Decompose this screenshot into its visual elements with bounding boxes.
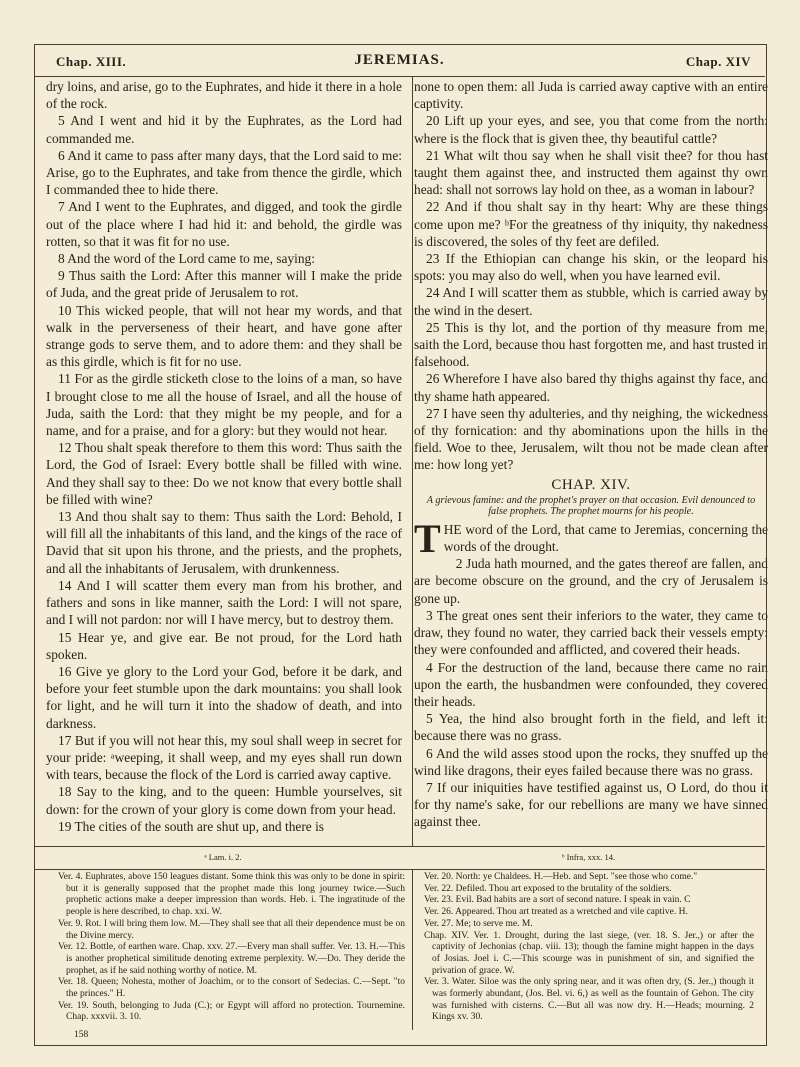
- commentary-note: Ver. 9. Rot. I will bring them low. M.—They shall see that all their dependence must be on the Divine mercy.: [58, 918, 405, 941]
- chapter-heading: CHAP. XIV.: [551, 476, 631, 493]
- verse: 10 This wicked people, that will not hear my words, and that walk in the perverseness of their heart, and have gone after strange gods to serve them, and to adore them: and they shall be as this girdle, which is fit for no use.: [46, 302, 402, 370]
- verse: 12 Thou shalt speak therefore to them this word: Thus saith the Lord, the God of Israel: Every bottle shall be filled with wine. And they shall say to thee: Do we not know that every bottle shall be filled with wine?: [46, 440, 402, 507]
- verse: 17 But if you will not hear this, my soul shall weep in secret for your pride: ᵃweeping, it shall weep, and my eyes shall run down with tears, because the flock of the Lord is carried away captive.: [46, 732, 402, 783]
- header-chapter-right: Chap. XIV: [685, 54, 751, 69]
- commentary-left: [58, 872, 405, 1024]
- verse: 16 Give ye glory to the Lord your God, before it be dark, and before your feet stumble upon the dark mountains: you shall look for light, and he will turn it into the shadow of death, and into darkness.: [46, 663, 402, 731]
- verse: 27 I have seen thy adulteries, and thy neighing, the wickedness of thy fornication: and thy abominations upon the hills in the field. Woe to thee, Jerusalem, wilt thou not be made clean after me: how long yet?: [414, 405, 768, 473]
- commentary-note: Ver. 20. North: ye Chaldees. H.—Heb. and Sept. "see those who come.": [424, 872, 698, 882]
- header-chapter-left: Chap. XIII.: [56, 54, 127, 69]
- drop-cap: T: [414, 515, 441, 561]
- commentary-note: Ver. 12. Bottle, of earthen ware. Chap. xxv. 27.—Every man shall suffer. Ver. 13. H.—This is another prophetical similitude denoting extreme perplexity. W.—Do. They deride the prophet, as if he said nothing worthy of notice. M.: [58, 942, 405, 976]
- verse: 6 And it came to pass after many days, that the Lord said to me: Arise, go to the Euphrates, and take from thence the girdle, which I commanded thee to hide there.: [46, 147, 402, 198]
- footnote-rule-right: [412, 846, 765, 847]
- notes-column-divider: [412, 870, 413, 1030]
- verse: 11 For as the girdle sticketh close to the loins of a man, so have I brought close to me all the house of Israel, and all the house of Juda, saith the Lord: that they might be my people, and for a name, and for a praise, and for a glory: but they would not hear.: [46, 371, 402, 439]
- verse: 19 The cities of the south are shut up, and there is: [58, 818, 325, 834]
- column-divider: [412, 76, 413, 846]
- verse: dry loins, and arise, go to the Euphrates, and hide it there in a hole of the rock.: [46, 79, 402, 112]
- right-column: [414, 78, 768, 831]
- chapter-summary: A grievous famine: and the prophet's prayer on that occasion. Evil denounced to false prophets. The prophet mourns for his people.: [426, 494, 756, 518]
- verse: none to open them: all Juda is carried away captive with an entire captivity.: [414, 79, 768, 112]
- cross-reference-left: ᵃ Lam. i. 2.: [204, 852, 242, 862]
- verse: 15 Hear ye, and give ear. Be not proud, for the Lord hath spoken.: [46, 629, 402, 662]
- cross-reference-right: ᵇ Infra, xxx. 14.: [561, 852, 616, 862]
- verse: 3 The great ones sent their inferiors to the water, they came to draw, they found no water, they carried back their vessels empty: they were confounded and afflicted, and covered their heads.: [414, 607, 768, 658]
- header-book-title: JEREMIAS.: [354, 52, 445, 68]
- page-number: 158: [74, 1030, 89, 1040]
- commentary-note: Ver. 22. Defiled. Thou art exposed to the brutality of the soldiers.: [424, 883, 672, 894]
- left-column: [46, 78, 402, 835]
- commentary-note: Ver. 27. Me; to serve me. M.: [424, 918, 533, 929]
- verse: 26 Wherefore I have also bared thy thighs against thy face, and thy shame hath appeared.: [414, 371, 768, 404]
- commentary-note: Ver. 23. Evil. Bad habits are a sort of second nature. I speak in vain. C: [424, 895, 691, 906]
- verse: 14 And I will scatter them every man from his brother, and fathers and sons in like manner, saith the Lord: I will not spare, and I will not pardon: nor will I have mercy, but to destroy them.: [46, 577, 402, 628]
- commentary-note: Ver. 18. Queen; Nohesta, mother of Joachim, or to the consort of Sedecias. C.—Sept. "to the princes." H.: [58, 977, 405, 1000]
- verse: 4 For the destruction of the land, because there came no rain upon the earth, the husbandmen were confounded, they covered their heads.: [414, 659, 768, 709]
- commentary-note: Ver. 26. Appeared. Thou art treated as a wretched and vile captive. H.: [424, 907, 688, 918]
- verse: 21 What wilt thou say when he shall visit thee? for thou hast taught them against thee, and instructed them against thy own head: shall not sorrows lay hold on thee, as a woman in labour?: [414, 147, 768, 198]
- verse: 7 If our iniquities have testified against us, O Lord, do thou it for thy name's sake, for our rebellions are many we have sinned against thee.: [414, 779, 768, 830]
- footnote-rule-left: [34, 846, 412, 847]
- verse: 13 And thou shalt say to them: Thus saith the Lord: Behold, I will fill all the inhabitants of this land, and the kings of the race of David that sit upon his throne, and the priests, and the prophets, and all the inhabitants of Jerusalem, with drunkenness.: [46, 509, 402, 576]
- first-verse-text: HE word of the Lord, that came to Jeremias, concerning the words of the drought.: [443, 521, 768, 555]
- verse: 9 Thus saith the Lord: After this manner will I make the pride of Juda, and the great pride of Jerusalem to rot.: [46, 268, 402, 301]
- commentary-right: [424, 872, 754, 1024]
- commentary-note: Ver. 3. Water. Siloe was the only spring near, and it was often dry, (S. Jer.,) though it was formerly abundant, (Jos. Bel. vi. 6,) as well as the fountain of Gehon. The city was furnished with cisterns. C.—But all was now dry. H.—Heads; mourning. 2 Kings xv. 30.: [424, 977, 754, 1023]
- verse: 24 And I will scatter them as stubble, which is carried away by the wind in the desert.: [414, 285, 768, 318]
- verse: 6 And the wild asses stood upon the rocks, they snuffed up the wind like dragons, their eyes failed because there was no grass.: [414, 745, 768, 778]
- verse: 23 If the Ethiopian can change his skin, or the leopard his spots: you may also do well, when you have learned evil.: [414, 251, 768, 284]
- commentary-note: Ver. 4. Euphrates, above 150 leagues distant. Some think this was only to be done in spirit: but it is generally supposed that the prophet made this long journey twice.—Such prophetic actions make a deeper impression than words. Heb. i. The ingratitude of the people is here described, to chap. xxi. W.: [58, 872, 405, 918]
- verse: 8 And the word of the Lord came to me, saying:: [58, 251, 315, 267]
- commentary-note: Ver. 19. South, belonging to Juda (C.); or Egypt will afford no protection. Tournemine. Chap. xxxvii. 3. 10.: [58, 1000, 405, 1023]
- verse: 20 Lift up your eyes, and see, you that come from the north: where is the flock that is given thee, thy beautiful cattle?: [414, 113, 768, 146]
- notes-rule: [34, 869, 765, 870]
- commentary-note: Chap. XIV. Ver. 1. Drought, during the last siege, (ver. 18. S. Jer.,) or after the captivity of Jechonias (chap. viii. 13); though the famine might happen in the days of Josias. Joel i. C.—This scourge was in punishment of sin, and signified the privation of grace. W.: [424, 930, 754, 976]
- verse: 5 And I went and hid it by the Euphrates, as the Lord had commanded me.: [46, 113, 402, 146]
- verse: 22 And if thou shalt say in thy heart: Why are these things come upon me? ᵇFor the greatness of thy iniquity, thy nakedness is discovered, the soles of thy feet are defiled.: [414, 199, 768, 249]
- verse: 2 Juda hath mourned, and the gates thereof are fallen, and are become obscure on the ground, and the cry of Jerusalem is gone up.: [414, 556, 768, 606]
- verse-first: [414, 515, 768, 561]
- verse: 5 Yea, the hind also brought forth in the field, and left it: because there was no grass.: [414, 711, 768, 744]
- verse: 18 Say to the king, and to the queen: Humble yourselves, sit down: for the crown of your glory is come down from your head.: [46, 784, 402, 817]
- verse: 25 This is thy lot, and the portion of thy measure from me, saith the Lord, because thou hast forgotten me, and hast trusted in falsehood.: [414, 319, 768, 370]
- running-header: [34, 46, 765, 77]
- verse: 7 And I went to the Euphrates, and digged, and took the girdle out of the place where I had hid it: and behold, the girdle was rotten, so that it was fit for no use.: [46, 199, 402, 249]
